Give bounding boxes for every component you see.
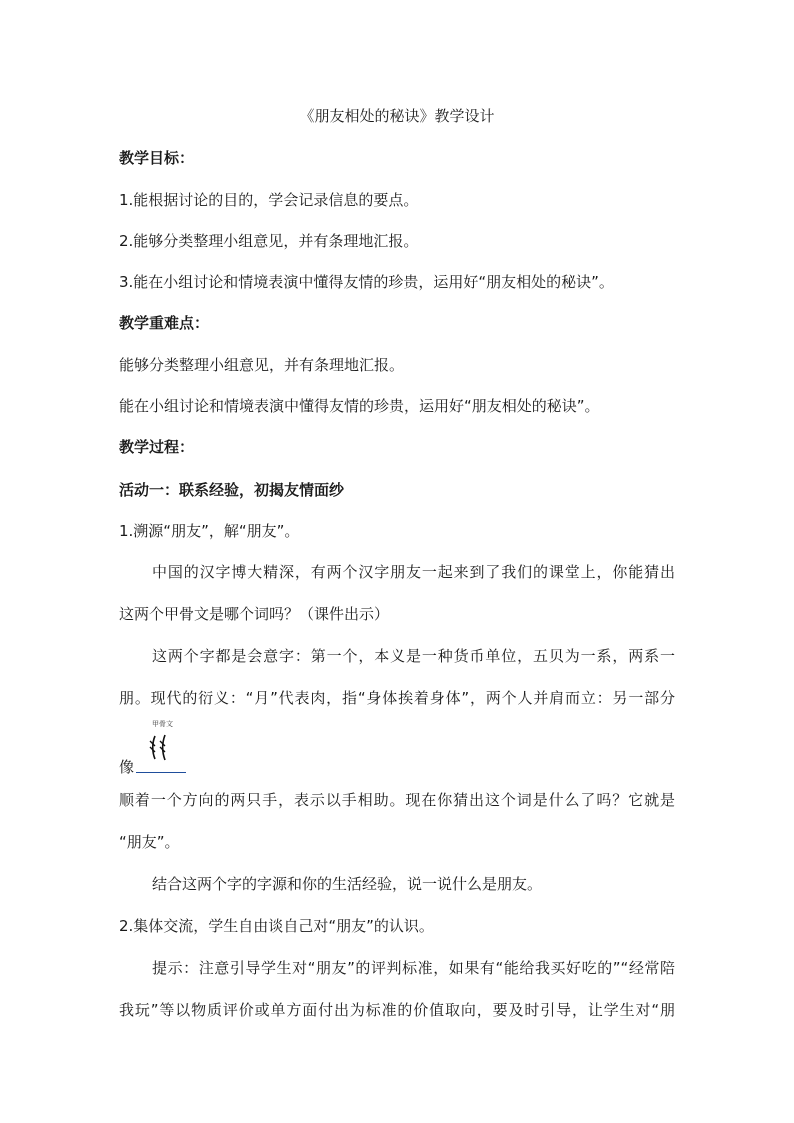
paragraph-2-line-1: 这两个字都是会意字：第一个，本义是一种货币单位，五贝为一系，两系一 xyxy=(152,647,675,665)
heading-process: 教学过程： xyxy=(119,438,195,456)
goal-3: 3.能在小组讨论和情境表演中懂得友情的珍贵，运用好“朋友相处的秘诀”。 xyxy=(119,273,614,291)
oracle-bone-glyph-image xyxy=(136,719,186,773)
goal-1: 1.能根据讨论的目的，学会记录信息的要点。 xyxy=(119,191,419,209)
key-point-2: 能在小组讨论和情境表演中懂得友情的珍贵，运用好“朋友相处的秘诀”。 xyxy=(119,397,600,415)
step-1: 1.溯源“朋友”，解“朋友”。 xyxy=(119,522,300,540)
key-point-1: 能够分类整理小组意见，并有条理地汇报。 xyxy=(119,356,405,374)
step-2: 2.集体交流，学生自由谈自己对“朋友”的认识。 xyxy=(119,917,434,935)
doc-title: 《朋友相处的秘诀》教学设计 xyxy=(299,107,495,125)
paragraph-1-line-2: 这两个甲骨文是哪个词吗？（课件出示） xyxy=(119,605,390,623)
paragraph-3: 结合这两个字的字源和你的生活经验，说一说什么是朋友。 xyxy=(152,875,543,893)
paragraph-1-line-1: 中国的汉字博大精深，有两个汉字朋友一起来到了我们的课堂上，你能猜出 xyxy=(152,563,675,581)
heading-key-points: 教学重难点： xyxy=(119,314,210,332)
paragraph-2-line-4: 顺着一个方向的两只手，表示以手相助。现在你猜出这个词是什么了吗？它就是 xyxy=(119,791,675,809)
glyph-underline xyxy=(136,772,186,773)
paragraph-2-line-3: 像 xyxy=(119,758,135,776)
glyph-caption: 甲骨文 xyxy=(152,720,173,728)
activity-1-heading: 活动一：联系经验，初揭友情面纱 xyxy=(119,481,345,499)
paragraph-4-line-1: 提示：注意引导学生对“朋友”的评判标准，如果有“能给我买好吃的”“经常陪 xyxy=(152,959,675,977)
goal-2: 2.能够分类整理小组意见，并有条理地汇报。 xyxy=(119,232,419,250)
paragraph-4-line-2: 我玩”等以物质评价或单方面付出为标准的价值取向，要及时引导，让学生对“朋 xyxy=(119,1001,675,1019)
paragraph-2-line-2: 朋。现代的衍义：“月”代表肉，指“身体挨着身体”，两个人并肩而立：另一部分 xyxy=(119,689,675,707)
paragraph-2-line-5: “朋友”。 xyxy=(119,833,180,851)
heading-goals: 教学目标： xyxy=(119,149,195,167)
